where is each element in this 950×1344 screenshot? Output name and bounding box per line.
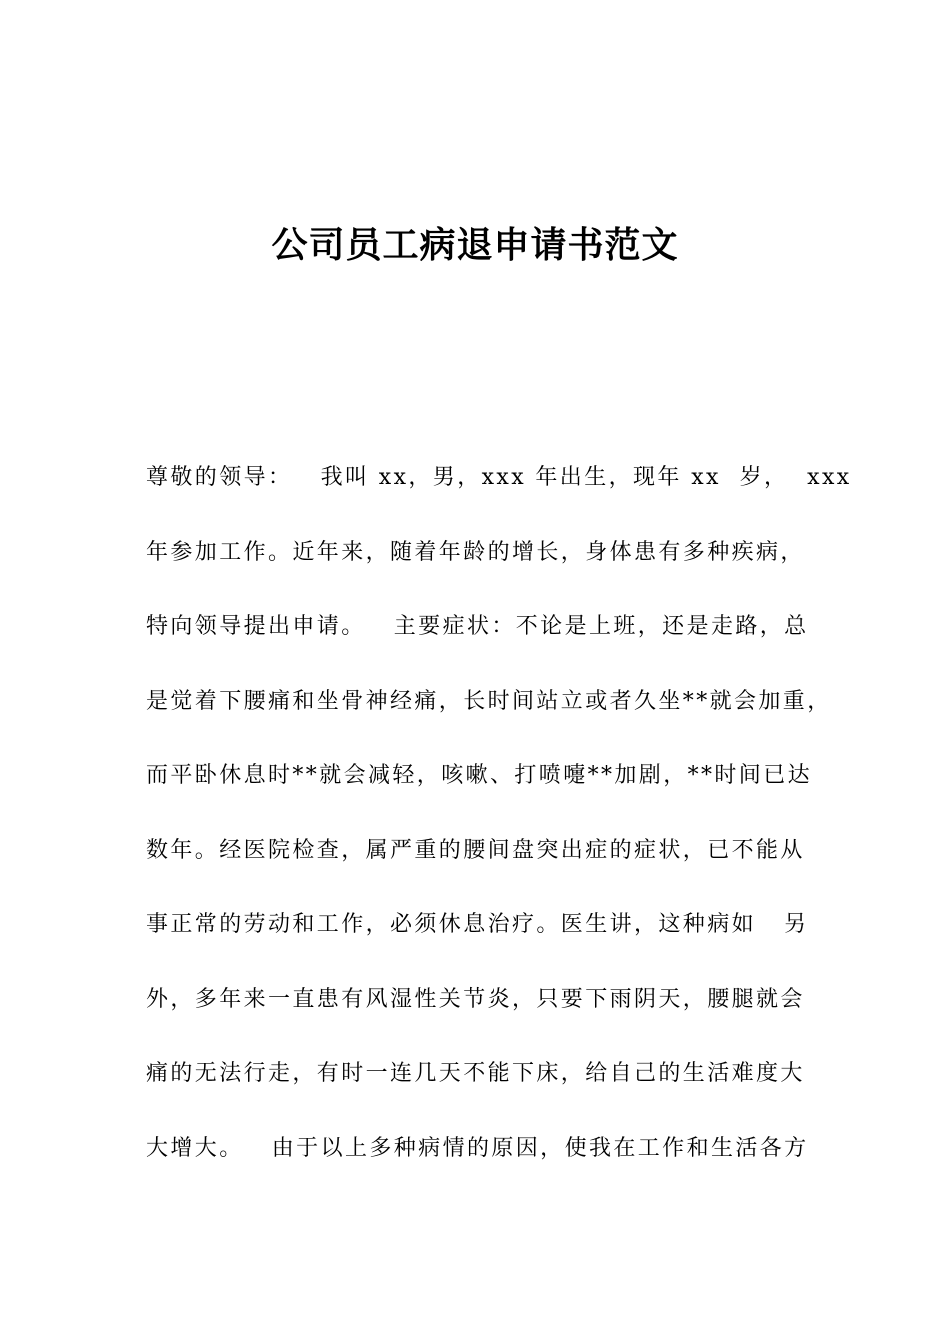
body-line: 大增大。 由于以上多种病情的原因，使我在工作和生活各方 bbox=[146, 1135, 809, 1161]
body-line: 数年。经医院检查，属严重的腰间盘突出症的症状，已不能从 bbox=[146, 837, 805, 863]
body-line: 特向领导提出申请。 主要症状：不论是上班，还是走路，总 bbox=[146, 614, 809, 639]
body-line: 外，多年来一直患有风湿性关节炎，只要下雨阴天，腰腿就会 bbox=[146, 986, 805, 1012]
document-body bbox=[146, 455, 852, 1200]
body-line: 尊敬的领导： 我叫 xx，男，xxx 年出生，现年 xx 岁， xxx bbox=[146, 465, 852, 490]
body-line: 年参加工作。近年来，随着年龄的增长，身体患有多种疾病， bbox=[146, 539, 805, 565]
body-line: 事正常的劳动和工作，必须休息治疗。医生讲，这种病如 另 bbox=[146, 912, 809, 937]
document-title: 公司员工病退申请书范文 bbox=[271, 225, 679, 266]
body-line: 而平卧休息时**就会减轻，咳嗽、打喷嚏**加剧，**时间已达 bbox=[146, 763, 813, 788]
body-line: 是觉着下腰痛和坐骨神经痛，长时间站立或者久坐**就会加重， bbox=[146, 688, 832, 714]
body-line: 痛的无法行走，有时一连几天不能下床，给自己的生活难度大 bbox=[146, 1061, 805, 1086]
